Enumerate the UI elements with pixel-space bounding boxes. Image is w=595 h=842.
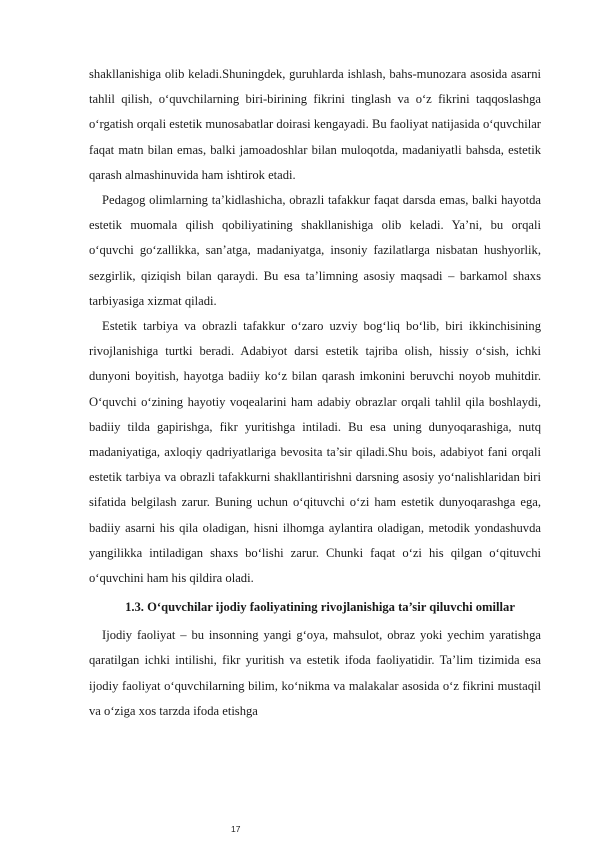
paragraph-ijodiy-faoliyat: Ijodiy faoliyat – bu insonning yangi g‘oya, mahsulot, obraz yoki yechim yaratishga qaratilgan ichki intilishi, fikr yuritish va estetik ifoda faoliyatidir. Ta’lim tizimida esa ijodiy faoliyat o‘quvchilarning bilim, ko‘nikma va malakalar asosida o‘z fikrini mustaqil va o‘ziga xos tarzda ifoda etishga	[89, 628, 541, 718]
paragraph-estetik-tarbiya: Estetik tarbiya va obrazli tafakkur o‘zaro uzviy bog‘liq bo‘lib, biri ikkinchisining rivojlanishiga turtki beradi. Adabiyot darsi estetik tajriba olish, hissiy o‘sish, ichki dunyoni boyitish, hayotga badiiy ko‘z bilan qarash imkonini beruvchi noyob muhitdir. O‘quvchi o‘zining hayotiy voqealarini ham adabiy obrazlar orqali tahlil qila boshlaydi, badiiy tilda gapirishga, fikr yuritishga intiladi. Bu esa uning dunyoqarashiga, nutq madaniyatiga, axloqiy qadriyatlariga bevosita ta’sir qiladi.Shu bois, adabiyot fani orqali estetik tarbiya va obrazli tafakkurni shakllantirishni darsning asosiy yo‘nalishlaridan biri sifatida belgilash zarur. Buning uchun o‘qituvchi o‘zi ham estetik dunyoqarashga ega, badiiy asarni his qila oladigan, hisni ilhomga aylantira oladigan, metodik yondashuvda yangilikka intiladigan shaxs bo‘lishi zarur. Chunki faqat o‘zi his qilgan o‘qituvchi o‘quvchini ham his qildira oladi.	[89, 319, 541, 586]
paragraph-continuation: shakllanishiga olib keladi.Shuningdek, guruhlarda ishlash, bahs-munozara asosida asarni tahlil qilish, o‘quvchilarning biri-birining fikrini tinglash va o‘z fikrini taqqoslashga o‘rgatish orqali estetik munosabatlar doirasi kengayadi. Bu faoliyat natijasida o‘quvchilar faqat matn bilan emas, balki jamoadoshlar bilan muloqotda, madaniyatli bahsda, estetik qarash almashinuvida ham ishtirok etadi.	[89, 67, 541, 182]
page-body	[89, 62, 541, 724]
section-heading: 1.3. O‘quvchilar ijodiy faoliyatining rivojlanishiga ta’sir qiluvchi omillar	[125, 600, 515, 615]
paragraph-pedagog-olimlar: Pedagog olimlarning ta’kidlashicha, obrazli tafakkur faqat darsda emas, balki hayotda estetik muomala qilish qobiliyatining shakllanishiga olib keladi. Ya’ni, bu orqali o‘quvchi go‘zallikka, san’atga, madaniyatga, insoniy fazilatlarga nisbatan hushyorlik, sezgirlik, qiziqish bilan qaraydi. Bu esa ta’limning asosiy maqsadi – barkamol shaxs tarbiyasiga xizmat qiladi.	[89, 193, 541, 308]
page-number: 17	[231, 824, 241, 834]
